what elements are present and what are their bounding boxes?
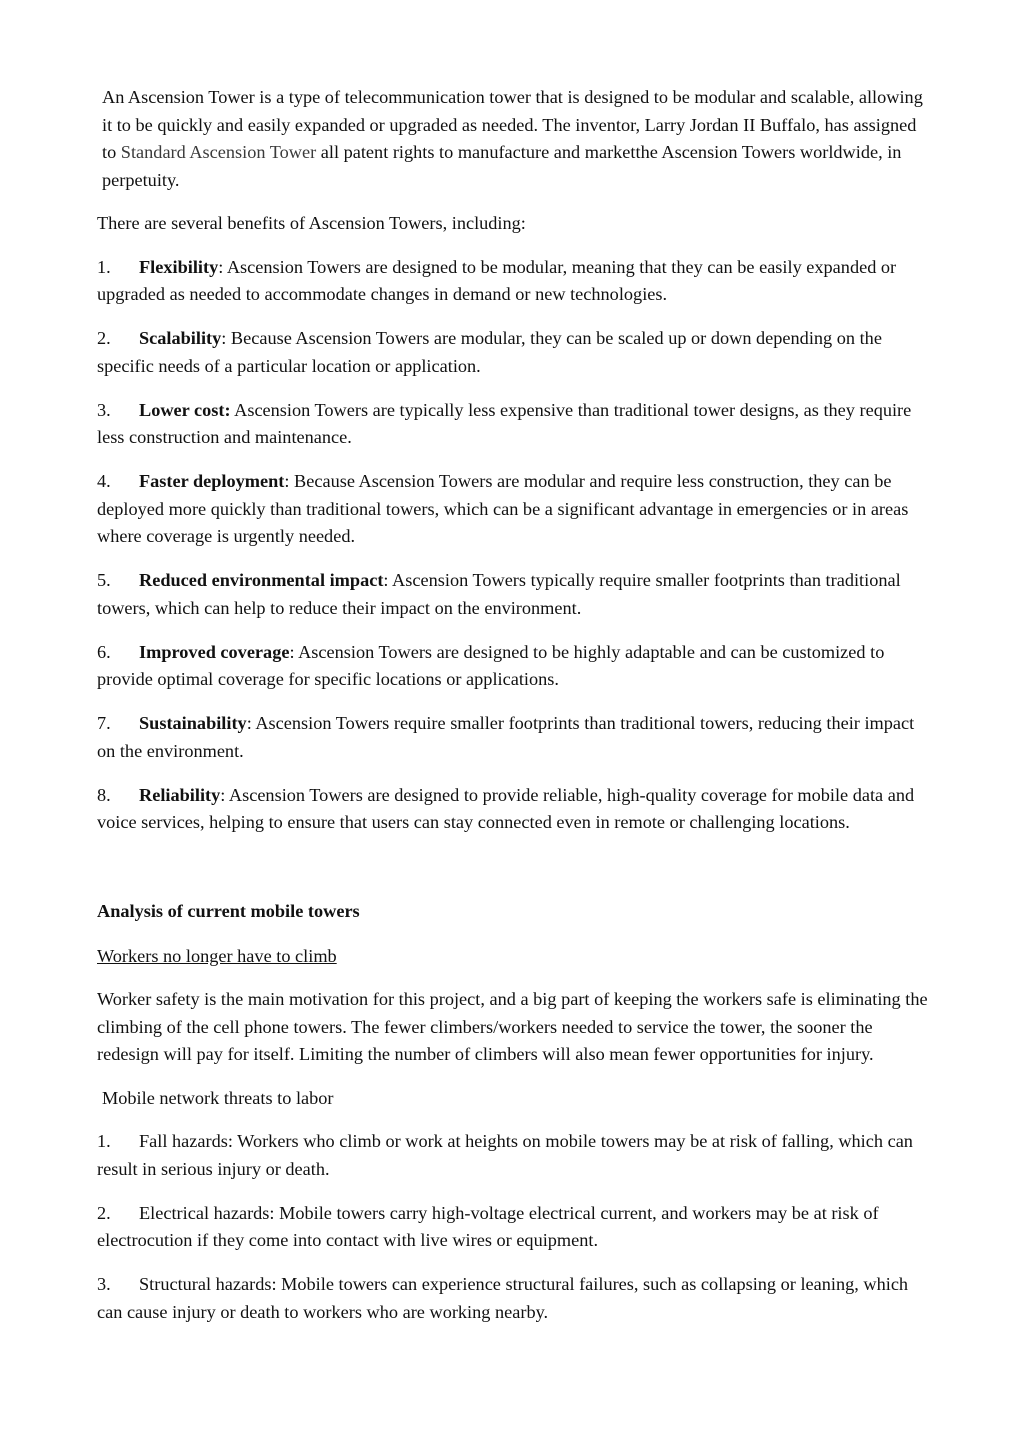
list-number: 2. xyxy=(97,1202,111,1223)
list-number: 7. xyxy=(97,713,111,733)
benefit-description: : Ascension Towers are designed to be modular, meaning that they can be easily expanded or upgraded as needed to accommodate changes in demand or new technologies. xyxy=(97,256,897,304)
threats-intro: Mobile network threats to labor xyxy=(102,1087,334,1108)
benefit-item-reduced-environmental-impact xyxy=(97,567,929,622)
benefit-description: : Ascension Towers typically require smaller footprints than traditional towers, which can help to reduce their impact on the environment. xyxy=(97,570,901,618)
list-number: 1. xyxy=(97,256,111,277)
benefit-item-lower-cost xyxy=(97,397,929,452)
standard-ascension-tower-link[interactable]: Standard Ascension Tower xyxy=(120,142,317,162)
intro-text-end: all patent rights to manufacture and marketthe Ascension Towers worldwide, in perpetuity. xyxy=(102,142,902,190)
threat-item-electrical-hazards xyxy=(97,1200,929,1255)
threat-item-fall-hazards xyxy=(97,1128,929,1183)
threat-description: Electrical hazards: Mobile towers carry high-voltage electrical current, and workers may be at risk of electrocution if they come into contact with live wires or equipment. xyxy=(97,1202,879,1250)
list-number: 4. xyxy=(97,471,111,491)
benefit-description: : Because Ascension Towers are modular, they can be scaled up or down depending on the specific needs of a particular location or application. xyxy=(97,328,882,376)
section-subheading: Workers no longer have to climb xyxy=(97,945,337,966)
benefit-term: Lower cost: xyxy=(139,399,231,420)
benefit-term: Faster deployment xyxy=(139,471,285,491)
list-number: 2. xyxy=(97,328,111,348)
list-number: 3. xyxy=(97,399,111,420)
list-number: 3. xyxy=(97,1274,111,1294)
benefit-term: Sustainability xyxy=(139,713,247,733)
benefit-description: : Because Ascension Towers are modular and require less construction, they can be deployed more quickly than traditional towers, which can be a significant advantage in emergencies or in areas where coverage is urgently needed. xyxy=(97,471,909,546)
benefit-term: Reduced environmental impact xyxy=(139,570,384,590)
list-number: 8. xyxy=(97,784,111,805)
benefit-term: Scalability xyxy=(139,328,222,348)
benefit-item-sustainability xyxy=(97,710,929,765)
section-spacer xyxy=(97,853,929,898)
document-page xyxy=(97,84,929,1343)
worker-safety-paragraph: Worker safety is the main motivation for this project, and a big part of keeping the workers safe is eliminating the climbing of the cell phone towers. The fewer climbers/workers needed to service the tower, the sooner the redesign will pay for itself. Limiting the number of climbers will also mean fewer opportunities for injury. xyxy=(97,989,928,1064)
benefit-term: Improved coverage xyxy=(139,641,290,662)
benefit-item-improved-coverage xyxy=(97,639,929,694)
benefit-item-flexibility xyxy=(97,254,929,309)
benefit-description: : Ascension Towers are designed to be highly adaptable and can be customized to provide optimal coverage for specific locations or applications. xyxy=(97,641,885,689)
benefit-description: : Ascension Towers are designed to provide reliable, high-quality coverage for mobile data and voice services, helping to ensure that users can stay connected even in remote or challenging locations. xyxy=(97,784,915,832)
list-number: 6. xyxy=(97,641,111,662)
benefit-description: : Ascension Towers require smaller footprints than traditional towers, reducing their impact on the environment. xyxy=(97,713,915,761)
benefit-item-faster-deployment xyxy=(97,468,929,551)
threat-item-structural-hazards xyxy=(97,1271,929,1326)
benefit-item-reliability xyxy=(97,782,929,837)
threat-description: Structural hazards: Mobile towers can experience structural failures, such as collapsing or leaning, which can cause injury or death to workers who are working nearby. xyxy=(97,1274,909,1322)
benefit-term: Flexibility xyxy=(139,256,219,277)
intro-paragraph xyxy=(97,84,929,194)
intro-text-start: An Ascension Tower is a type of telecommunication tower that is designed to be modular and scalable, allowing it to be quickly and easily expanded or upgraded as needed. The inventor, Larry Jordan II Buffalo, has assigned to xyxy=(102,87,923,162)
benefit-description: Ascension Towers are typically less expensive than traditional tower designs, as they require less construction and maintenance. xyxy=(97,399,912,447)
section-heading: Analysis of current mobile towers xyxy=(97,901,360,921)
threat-description: Fall hazards: Workers who climb or work at heights on mobile towers may be at risk of falling, which can result in serious injury or death. xyxy=(97,1131,913,1179)
list-number: 1. xyxy=(97,1131,111,1151)
list-number: 5. xyxy=(97,570,111,590)
benefits-intro: There are several benefits of Ascension Towers, including: xyxy=(97,213,526,233)
benefit-term: Reliability xyxy=(139,784,221,805)
benefit-item-scalability xyxy=(97,325,929,380)
